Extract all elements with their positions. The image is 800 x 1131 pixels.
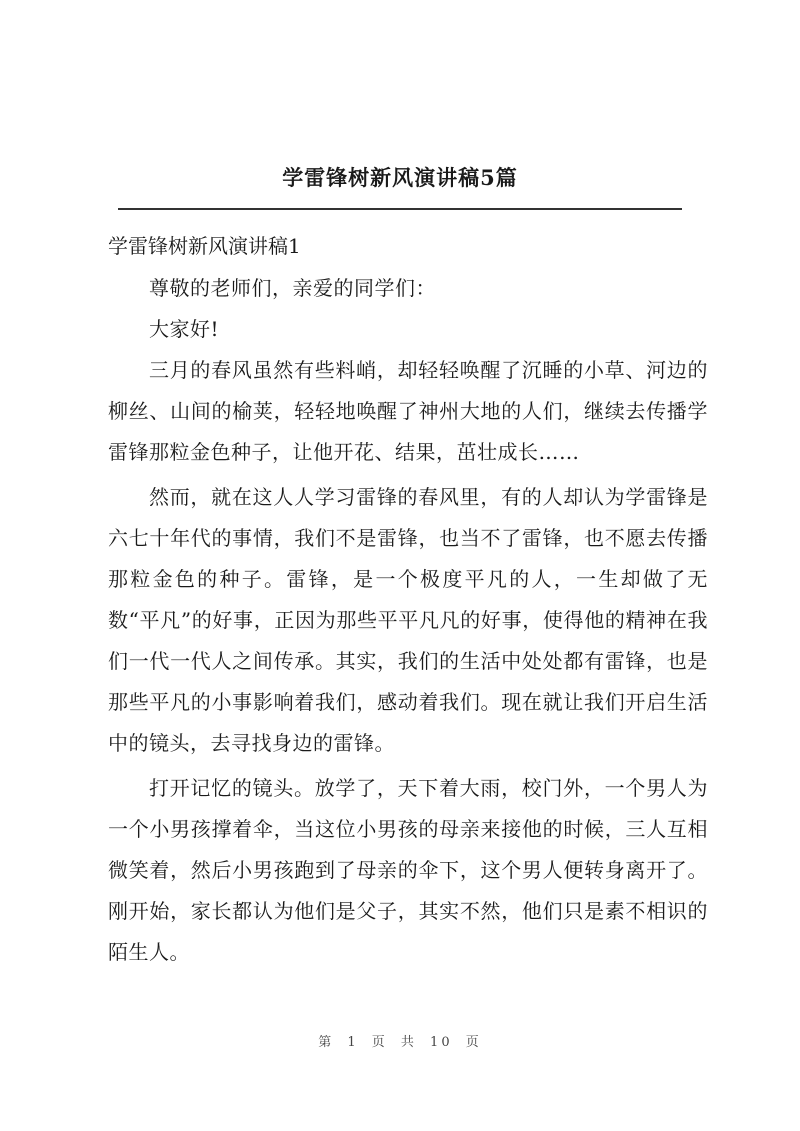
paragraph-however: 然而，就在这人人学习雷锋的春风里，有的人却认为学雷锋是六七十年代的事情，我们不是雷锋，也当不了雷锋，也不愿去传播那粒金色的种子。雷锋，是一个极度平凡的人，一生却做了无数“平凡”的好事，正因为那些平平凡凡的好事，使得他的精神在我们一代一代人之间传承。其实，我们的生活中处处都有雷锋，也是那些平凡的小事影响着我们，感动着我们。现在就让我们开启生活中的镜头，去寻找身边的雷锋。 — [108, 485, 708, 755]
title-divider — [118, 208, 682, 210]
paragraph-spring-wind: 三月的春风虽然有些料峭，却轻轻唤醒了沉睡的小草、河边的柳丝、山间的榆荚，轻轻地唤醒了神州大地的人们，继续去传播学雷锋那粒金色种子，让他开花、结果，茁壮成长…… — [108, 358, 708, 464]
paragraph-hello: 大家好! — [149, 317, 220, 341]
document-title: 学雷锋树新风演讲稿5篇 — [282, 165, 518, 190]
page-footer: 第 1 页 共 10 页 — [318, 1035, 482, 1050]
paragraph-memory-lens: 打开记忆的镜头。放学了，天下着大雨，校门外，一个男人为一个小男孩撑着伞，当这位小男孩的母亲来接他的时候，三人互相微笑着，然后小男孩跑到了母亲的伞下，这个男人便转身离开了。刚开始，家长都认为他们是父子，其实不然，他们只是素不相识的陌生人。 — [108, 776, 708, 964]
paragraph-greeting: 尊敬的老师们，亲爱的同学们： — [149, 276, 436, 300]
section-heading: 学雷锋树新风演讲稿1 — [108, 234, 301, 258]
